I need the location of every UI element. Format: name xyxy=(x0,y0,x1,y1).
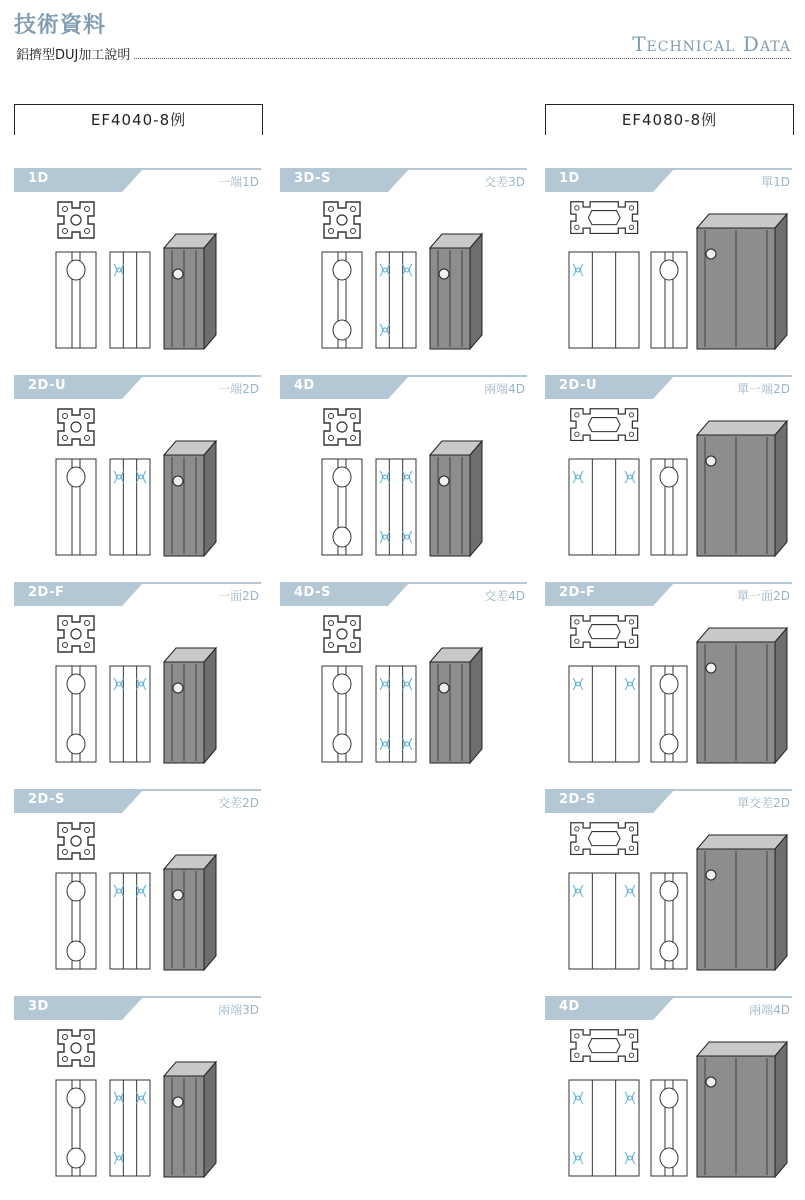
section-label: 單一端2D xyxy=(737,382,790,396)
front-view-plate xyxy=(56,1080,96,1176)
front-view-plate xyxy=(651,459,687,555)
front-view-plate xyxy=(651,666,687,762)
isometric-profile-view xyxy=(697,628,787,763)
drill-hole xyxy=(67,734,85,754)
isometric-profile-view xyxy=(430,234,482,349)
profile-crosssection-icon xyxy=(58,1030,94,1066)
section-1d xyxy=(14,168,261,353)
section-3d-s xyxy=(280,168,527,353)
section-code: 2D-F xyxy=(559,585,596,600)
machining-figure xyxy=(14,1022,261,1186)
side-view-plate xyxy=(569,459,639,555)
front-view-plate xyxy=(56,873,96,969)
side-view-plate xyxy=(376,459,416,555)
drill-hole xyxy=(660,734,678,754)
front-view-plate xyxy=(56,666,96,762)
section-2d-u-4080 xyxy=(545,375,792,560)
section-2d-f-4080 xyxy=(545,582,792,767)
section-label: 兩端4D xyxy=(749,1003,790,1017)
side-view-plate xyxy=(110,252,150,348)
machining-figure xyxy=(545,194,792,358)
section-code: 2D-F xyxy=(28,585,65,600)
machining-figure xyxy=(14,401,261,565)
section-code: 4D xyxy=(559,999,580,1014)
side-view-plate xyxy=(376,252,416,348)
profile-crosssection-icon xyxy=(571,202,638,234)
section-label: 單1D xyxy=(761,175,790,189)
section-2d-s xyxy=(14,789,261,974)
drill-hole xyxy=(660,260,678,280)
front-view-plate xyxy=(56,252,96,348)
section-3d xyxy=(14,996,261,1181)
section-label: 交差2D xyxy=(218,796,259,810)
machining-figure xyxy=(280,608,527,772)
drill-hole xyxy=(660,674,678,694)
section-code: 2D-U xyxy=(559,378,598,393)
section-label: 兩端3D xyxy=(218,1003,259,1017)
profile-crosssection-icon xyxy=(58,823,94,859)
drill-hole xyxy=(67,941,85,961)
side-view-plate xyxy=(110,873,150,969)
isometric-profile-view xyxy=(164,1062,216,1177)
section-2d-f xyxy=(14,582,261,767)
isometric-profile-view xyxy=(164,234,216,349)
profile-crosssection-icon xyxy=(324,616,360,652)
front-view-plate xyxy=(322,666,362,762)
section-code: 2D-U xyxy=(28,378,67,393)
isometric-profile-view xyxy=(164,441,216,556)
page-title: 技術資料 xyxy=(14,12,107,38)
drill-hole xyxy=(660,941,678,961)
side-view-plate xyxy=(376,666,416,762)
profile-crosssection-icon xyxy=(571,616,638,648)
drill-hole xyxy=(333,467,351,487)
section-code: 3D-S xyxy=(294,171,331,186)
section-code: 4D-S xyxy=(294,585,331,600)
machining-figure xyxy=(545,815,792,979)
profile-crosssection-icon xyxy=(571,823,638,855)
section-2d-s-4080 xyxy=(545,789,792,974)
section-code: 3D xyxy=(28,999,49,1014)
isometric-profile-view xyxy=(164,648,216,763)
machining-figure xyxy=(545,1022,792,1186)
profile-crosssection-icon xyxy=(324,202,360,238)
front-view-plate xyxy=(322,459,362,555)
drill-hole xyxy=(333,260,351,280)
profile-crosssection-icon xyxy=(58,409,94,445)
model-header-ef4040: EF4040-8例 xyxy=(14,104,263,135)
section-code: 4D xyxy=(294,378,315,393)
profile-crosssection-icon xyxy=(571,1030,638,1062)
machining-figure xyxy=(14,194,261,358)
machining-figure xyxy=(14,815,261,979)
drill-hole xyxy=(67,674,85,694)
drill-hole xyxy=(67,260,85,280)
page-subtitle: 鋁擠型DUJ加工說明 xyxy=(16,44,134,63)
profile-crosssection-icon xyxy=(58,616,94,652)
drill-hole xyxy=(333,527,351,547)
section-label: 兩端4D xyxy=(484,382,525,396)
drill-hole xyxy=(67,1148,85,1168)
side-view-plate xyxy=(110,1080,150,1176)
drill-hole xyxy=(67,881,85,901)
drill-hole xyxy=(67,1088,85,1108)
side-view-plate xyxy=(569,873,639,969)
side-view-plate xyxy=(569,1080,639,1176)
front-view-plate xyxy=(322,252,362,348)
profile-crosssection-icon xyxy=(324,409,360,445)
drill-hole xyxy=(660,1148,678,1168)
machining-figure xyxy=(280,401,527,565)
front-view-plate xyxy=(651,1080,687,1176)
front-view-plate xyxy=(651,873,687,969)
profile-crosssection-icon xyxy=(571,409,638,441)
machining-figure xyxy=(545,401,792,565)
machining-figure xyxy=(280,194,527,358)
isometric-profile-view xyxy=(697,835,787,970)
front-view-plate xyxy=(651,252,687,348)
section-label: 交差4D xyxy=(484,589,525,603)
section-code: 2D-S xyxy=(559,792,596,807)
isometric-profile-view xyxy=(430,441,482,556)
section-4d xyxy=(280,375,527,560)
section-code: 2D-S xyxy=(28,792,65,807)
machining-figure xyxy=(14,608,261,772)
drill-hole xyxy=(333,320,351,340)
isometric-profile-view xyxy=(430,648,482,763)
isometric-profile-view xyxy=(697,1042,787,1177)
drill-hole xyxy=(67,467,85,487)
drill-hole xyxy=(333,734,351,754)
section-4d-s xyxy=(280,582,527,767)
side-view-plate xyxy=(110,666,150,762)
drill-hole xyxy=(660,467,678,487)
drill-hole xyxy=(660,1088,678,1108)
drill-hole xyxy=(660,881,678,901)
section-2d-u xyxy=(14,375,261,560)
side-view-plate xyxy=(569,252,639,348)
drill-hole xyxy=(333,674,351,694)
isometric-profile-view xyxy=(697,214,787,349)
section-4d-4080 xyxy=(545,996,792,1181)
model-header-ef4080: EF4080-8例 xyxy=(545,104,794,135)
isometric-profile-view xyxy=(697,421,787,556)
section-label: 一端1D xyxy=(218,175,259,189)
section-label: 一面2D xyxy=(218,589,259,603)
section-band xyxy=(545,168,792,192)
section-label: 交差3D xyxy=(484,175,525,189)
section-label: 單一面2D xyxy=(737,589,790,603)
isometric-profile-view xyxy=(164,855,216,970)
english-title: Technical Data xyxy=(626,32,791,56)
front-view-plate xyxy=(56,459,96,555)
profile-crosssection-icon xyxy=(58,202,94,238)
section-code: 1D xyxy=(28,171,49,186)
side-view-plate xyxy=(569,666,639,762)
section-label: 單交差2D xyxy=(737,796,790,810)
machining-figure xyxy=(545,608,792,772)
section-1d-4080 xyxy=(545,168,792,353)
side-view-plate xyxy=(110,459,150,555)
section-label: 一端2D xyxy=(218,382,259,396)
section-code: 1D xyxy=(559,171,580,186)
